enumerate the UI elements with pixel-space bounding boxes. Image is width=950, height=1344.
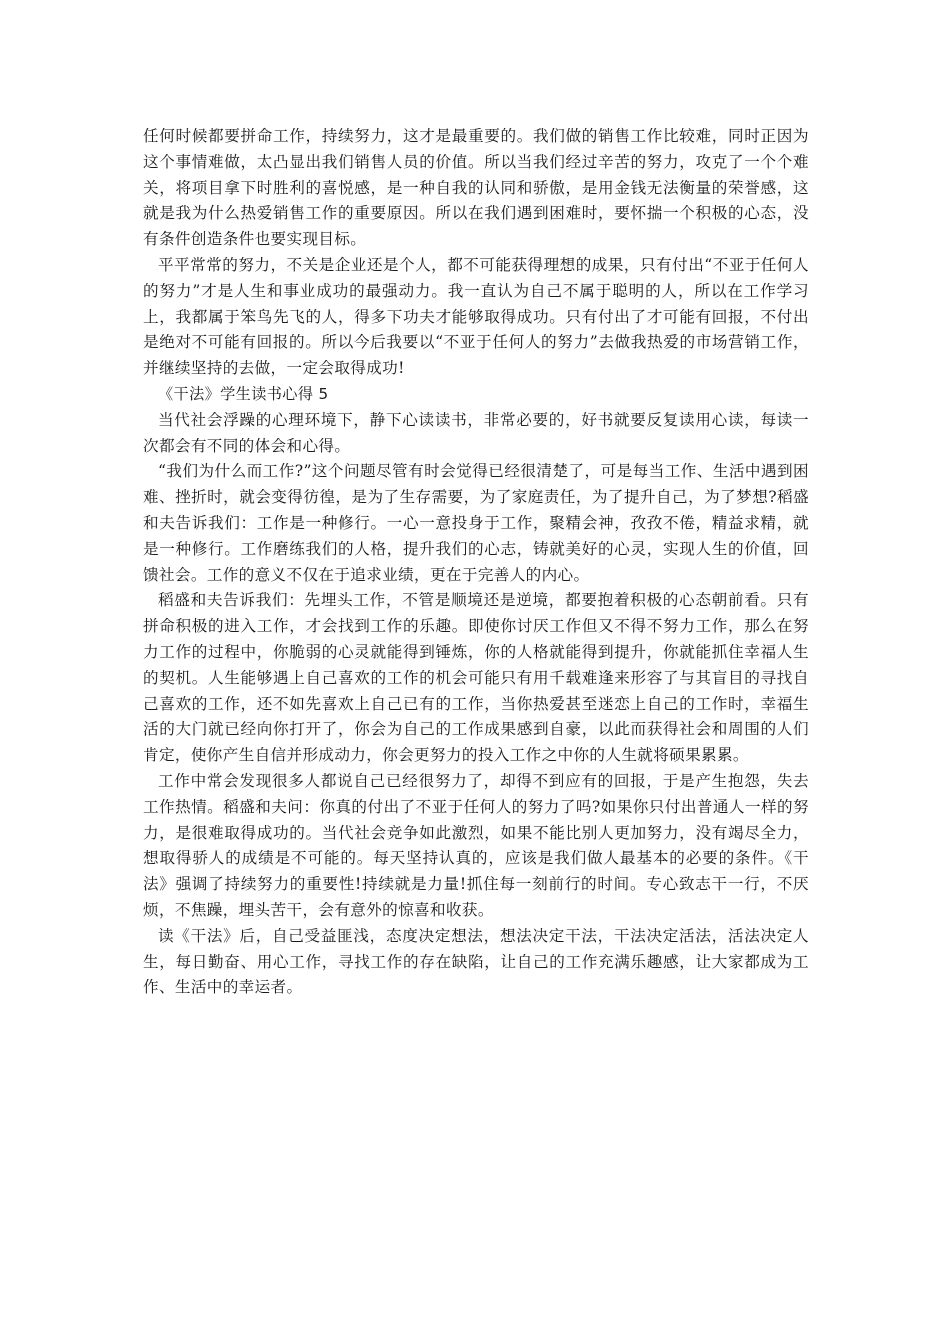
paragraph-2: 平平常常的努力，不关是企业还是个人，都不可能获得理想的成果，只有付出“不亚于任何人的努力”才是人生和事业成功的最强动力。我一直认为自己不属于聪明的人，所以在工作学习上，我都属于笨鸟先飞的人，得多下功夫才能够取得成功。只有付出了才可能有回报，不付出是绝对不可能有回报的。所以今后我要以“不亚于任何人的努力”去做我热爱的市场营销工作，并继续坚持的去做，一定会取得成功! (143, 255, 809, 378)
paragraph-6: 工作中常会发现很多人都说自己已经很努力了，却得不到应有的回报，于是产生抱怨，失去工作热情。稻盛和夫问：你真的付出了不亚于任何人的努力了吗?如果你只付出普通人一样的努力，是很难取得成功的。当代社会竞争如此激烈，如果不能比别人更加努力，没有竭尽全力，想取得骄人的成绩是不可能的。每天坚持认真的，应该是我们做人最基本的必要的条件。《干法》强调了持续努力的重要性!持续就是力量!抓住每一刻前行的时间。专心致志干一行，不厌烦，不焦躁，埋头苦干，会有意外的惊喜和收获。 (143, 771, 809, 919)
paragraph-7: 读《干法》后，自己受益匪浅，态度决定想法，想法决定干法，干法决定活法，活法决定人生，每日勤奋、用心工作，寻找工作的存在缺陷，让自己的工作充满乐趣感，让大家都成为工作、生活中的幸运者。 (143, 926, 809, 997)
paragraph-5: 稻盛和夫告诉我们：先埋头工作，不管是顺境还是逆境，都要抱着积极的心态朝前看。只有拼命积极的进入工作，才会找到工作的乐趣。即使你讨厌工作但又不得不努力工作，那么在努力工作的过程中，你脆弱的心灵就能得到锤炼，你的人格就能得到提升，你就能抓住幸福人生的契机。人生能够遇上自己喜欢的工作的机会可能只有用千载难逢来形容了与其盲目的寻找自己喜欢的工作，还不如先喜欢上自己已有的工作，当你热爱甚至迷恋上自己的工作时，幸福生活的大门就已经向你打开了，你会为自己的工作成果感到自豪，以此而获得社会和周围的人们肯定，使你产生自信并形成动力，你会更努力的投入工作之中你的人生就将硕果累累。 (143, 591, 809, 765)
paragraph-1: 任何时候都要拼命工作，持续努力，这才是最重要的。我们做的销售工作比较难，同时正因为这个事情难做，太凸显出我们销售人员的价值。所以当我们经过辛苦的努力，攻克了一个个难关，将项目拿下时胜利的喜悦感，是一种自我的认同和骄傲，是用金钱无法衡量的荣誉感，这就是我为什么热爱销售工作的重要原因。所以在我们遇到困难时，要怀揣一个积极的心态，没有条件创造条件也要实现目标。 (143, 127, 809, 249)
section-title: 《干法》学生读书心得 5 (158, 384, 329, 403)
paragraph-4: “我们为什么而工作?”这个问题尽管有时会觉得已经很清楚了，可是每当工作、生活中遇到困难、挫折时，就会变得彷徨，是为了生存需要，为了家庭责任，为了提升自己，为了梦想?稻盛和夫告诉我们：工作是一种修行。一心一意投身于工作，聚精会神，孜孜不倦，精益求精，就是一种修行。工作磨练我们的人格，提升我们的心志，铸就美好的心灵，实现人生的价值，回馈社会。工作的意义不仅在于追求业绩，更在于完善人的内心。 (143, 462, 809, 584)
paragraph-3: 当代社会浮躁的心理环境下，静下心读读书，非常必要的，好书就要反复读用心读，每读一次都会有不同的体会和心得。 (143, 410, 809, 455)
document-body (143, 124, 809, 1001)
